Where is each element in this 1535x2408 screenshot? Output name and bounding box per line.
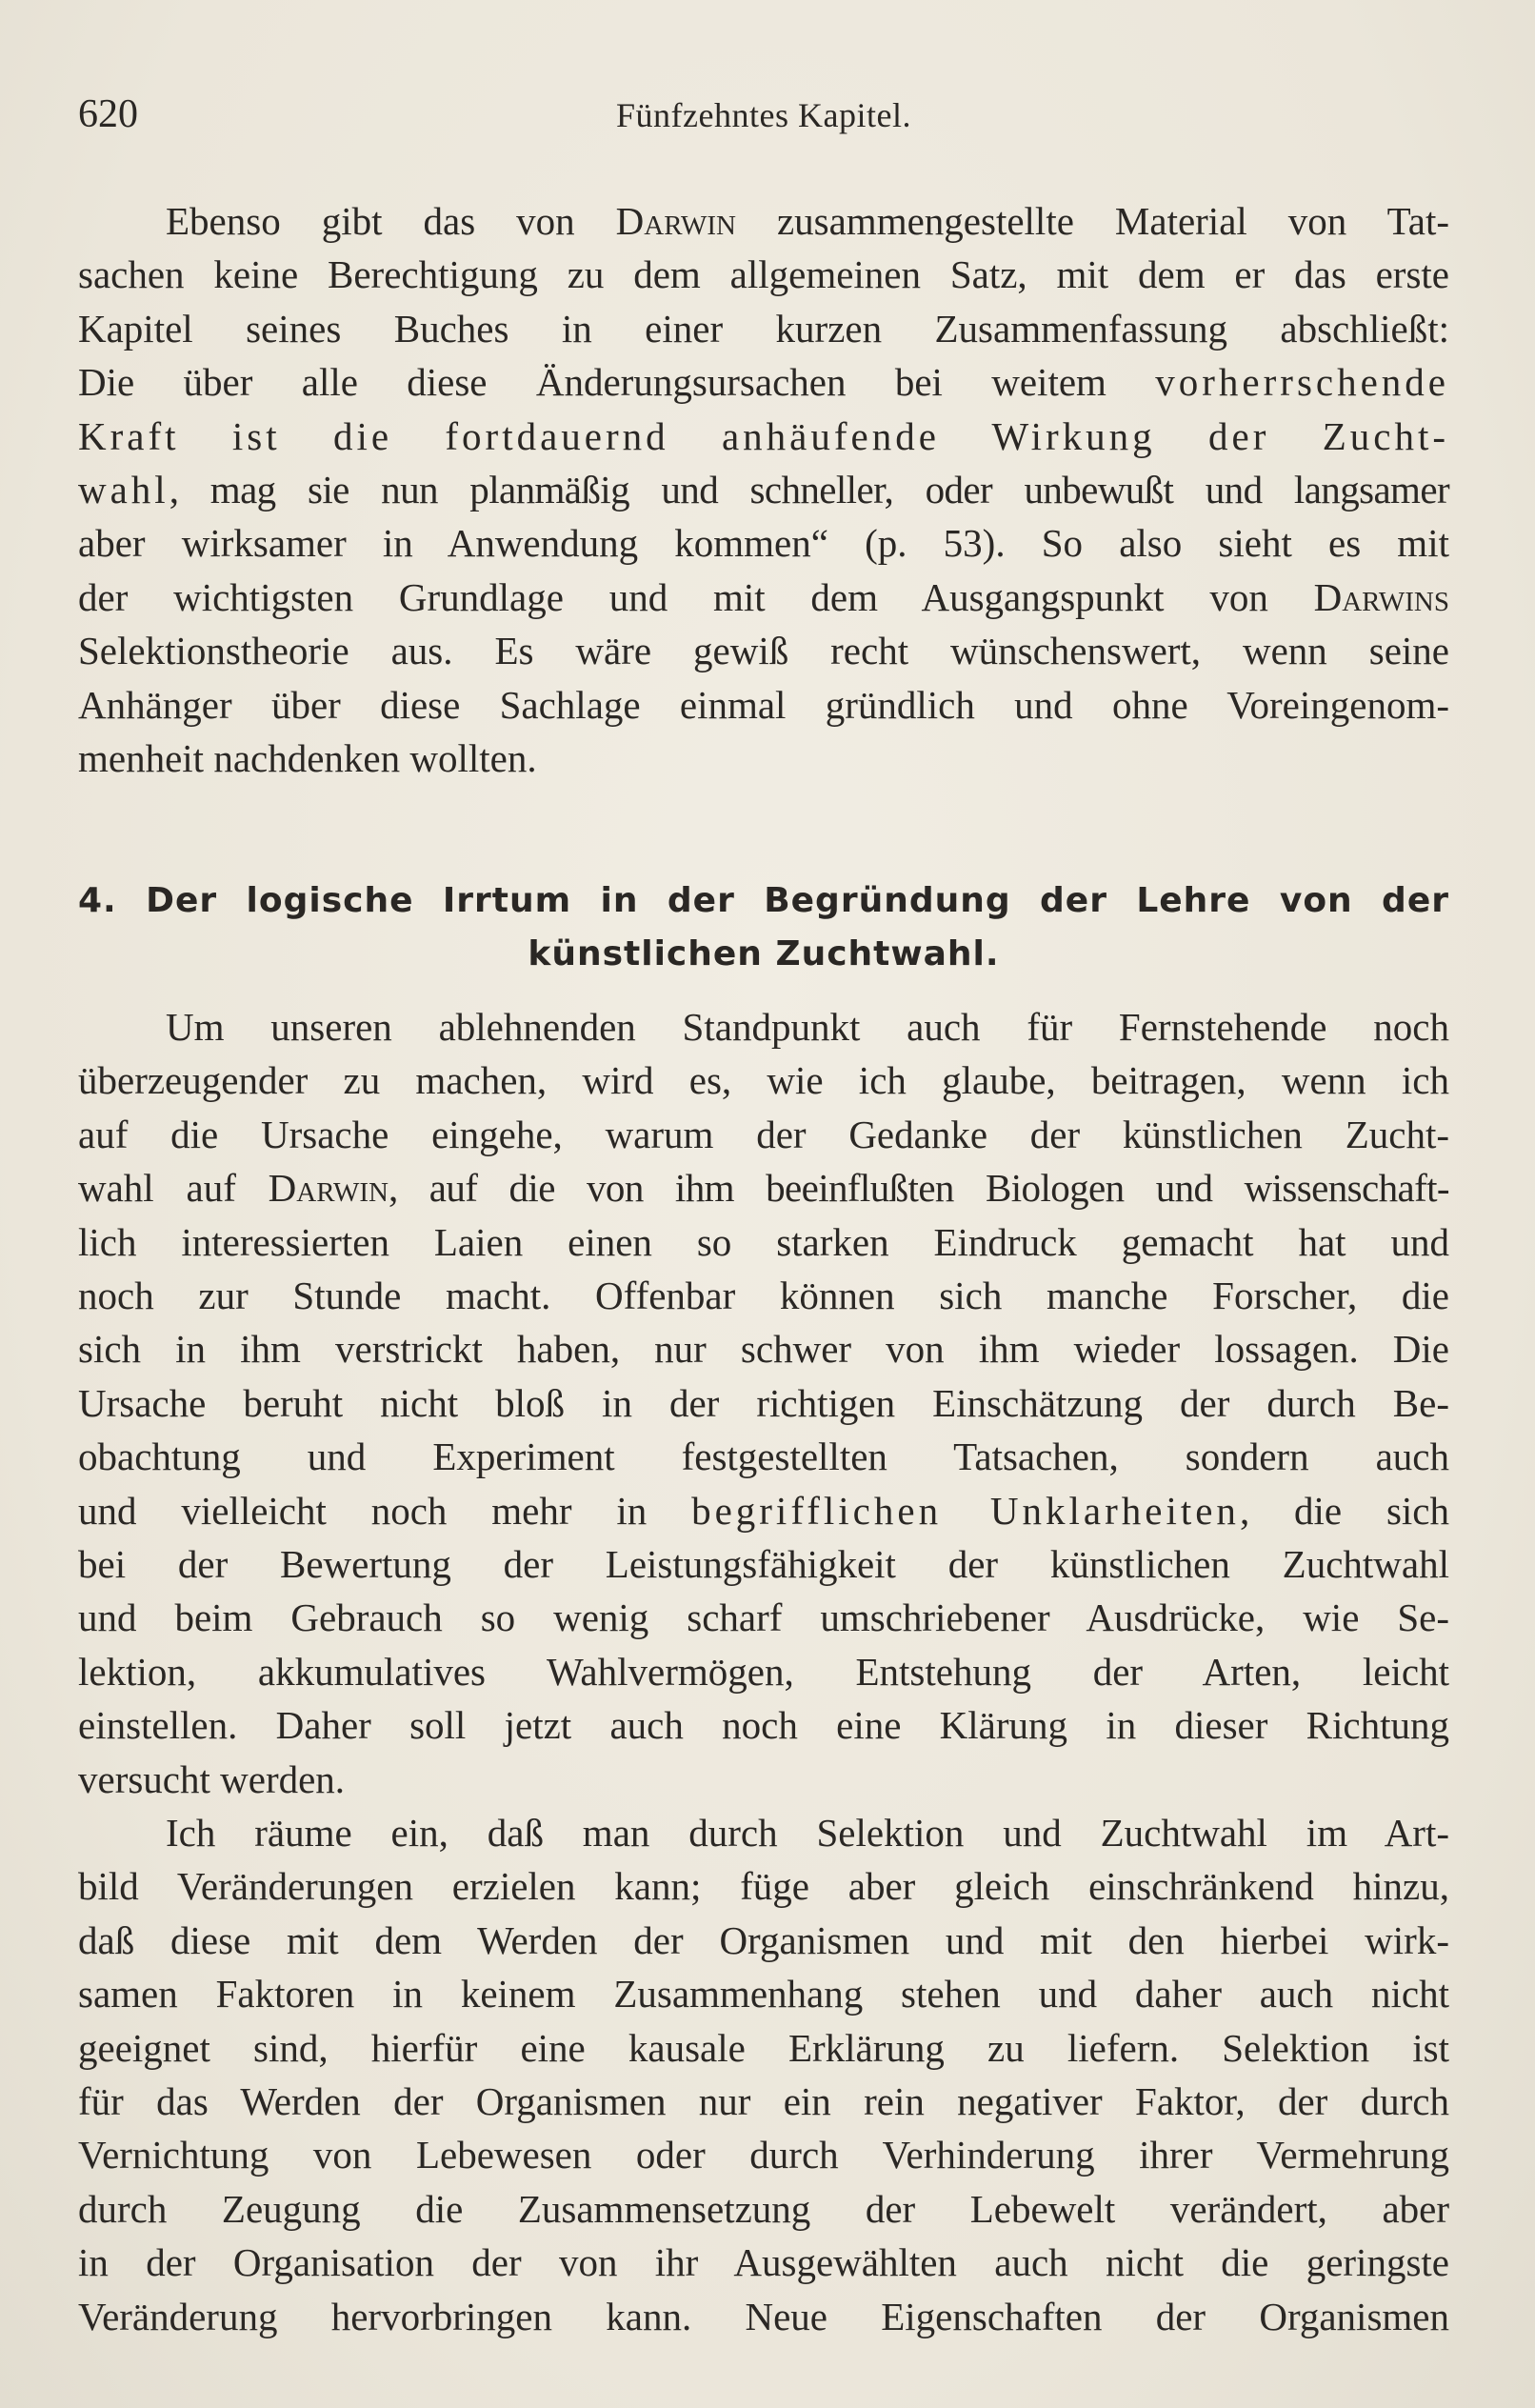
section-heading-line: 4. Der logische Irrtum in der Begründung der Lehre von der <box>78 881 1449 920</box>
text-line: Ursache beruht nicht bloß in der richtigen Einschätzung der durch Be- <box>78 1380 1449 1425</box>
text-line: durch Zeugung die Zusammensetzung der Lebewelt verändert, aber <box>78 2186 1449 2231</box>
text-line: und beim Gebrauch so wenig scharf umschriebener Ausdrücke, wie Se- <box>78 1595 1449 1640</box>
text-line: menheit nachdenken wollten. <box>78 736 537 781</box>
text-line: und vielleicht noch mehr in begrifflichen Unklarheiten, die sich <box>78 1488 1449 1533</box>
text-line: einstellen. Daher soll jetzt auch noch eine Klärung in dieser Richtung <box>78 1703 1449 1748</box>
text-line: aber wirksamer in Anwendung kommen“ (p. 53). So also sieht es mit <box>78 521 1449 566</box>
text-line: Veränderung hervorbringen kann. Neue Eigenschaften der Organismen <box>78 2294 1449 2338</box>
text-line: sachen keine Berechtigung zu dem allgemeinen Satz, mit dem er das erste <box>78 252 1449 297</box>
text-line: bei der Bewertung der Leistungsfähigkeit der künstlichen Zuchtwahl <box>78 1542 1449 1587</box>
text-line: auf die Ursache eingehe, warum der Gedanke der künstlichen Zucht- <box>78 1112 1449 1156</box>
text-line: Ich räume ein, daß man durch Selektion und Zuchtwahl im Art- <box>166 1811 1449 1855</box>
text-line: samen Faktoren in keinem Zusammenhang stehen und daher auch nicht <box>78 1972 1449 2017</box>
text-line: noch zur Stunde macht. Offenbar können sich manche Forscher, die <box>78 1274 1449 1318</box>
text-line: daß diese mit dem Werden der Organismen und mit den hierbei wirk- <box>78 1917 1449 1962</box>
section-heading <box>78 874 1449 981</box>
paragraph-1 <box>78 194 1449 785</box>
text-line: sich in ihm verstrickt haben, nur schwer von ihm wieder lossagen. Die <box>78 1327 1449 1372</box>
text-line: bild Veränderungen erzielen kann; füge aber gleich einschränkend hinzu, <box>78 1864 1449 1909</box>
page-number: 620 <box>78 92 138 136</box>
text-line: Kraft ist die fortdauernd anhäufende Wirkung der Zucht- <box>78 413 1449 458</box>
text-line: Kapitel seines Buches in einer kurzen Zusammenfassung abschließt: <box>78 306 1449 351</box>
section-heading-line: künstlichen Zuchtwahl. <box>528 934 1000 973</box>
text-line: für das Werden der Organismen nur ein rein negativer Faktor, der durch <box>78 2079 1449 2124</box>
text-line: wahl auf Darwin, auf die von ihm beeinflußten Biologen und wissenschaft- <box>78 1166 1449 1211</box>
text-line: lektion, akkumulatives Wahlvermögen, Entstehung der Arten, leicht <box>78 1649 1449 1694</box>
text-line: der wichtigsten Grundlage und mit dem Ausgangspunkt von Darwins <box>78 574 1449 619</box>
text-line: Um unseren ablehnenden Standpunkt auch für Fernstehende noch <box>166 1005 1449 1049</box>
text-line: Vernichtung von Lebewesen oder durch Verhinderung ihrer Vermehrung <box>78 2133 1449 2177</box>
text-line: überzeugender zu machen, wird es, wie ich glaube, beitragen, wenn ich <box>78 1058 1449 1103</box>
running-head: Fünfzehntes Kapitel. <box>616 96 911 134</box>
text-line: Die über alle diese Änderungsursachen bei weitem vorherrschende <box>78 360 1449 405</box>
text-line: Ebenso gibt das von Darwin zusammengestellte Material von Tat- <box>166 199 1449 243</box>
text-line: Selektionstheorie aus. Es wäre gewiß recht wünschenswert, wenn seine <box>78 629 1449 673</box>
paragraph-3 <box>78 1806 1449 2343</box>
page-header <box>78 91 1449 149</box>
text-line: lich interessierten Laien einen so starken Eindruck gemacht hat und <box>78 1219 1449 1264</box>
paragraph-2 <box>78 1000 1449 1806</box>
text-line: wahl, mag sie nun planmäßig und schneller, oder unbewußt und langsamer <box>78 468 1449 512</box>
text-line: versucht werden. <box>78 1756 346 1801</box>
text-line: Anhänger über diese Sachlage einmal gründlich und ohne Voreingenom- <box>78 682 1449 727</box>
text-line: obachtung und Experiment festgestellten Tatsachen, sondern auch <box>78 1435 1449 1479</box>
text-line: geeignet sind, hierfür eine kausale Erklärung zu liefern. Selektion ist <box>78 2025 1449 2070</box>
text-line: in der Organisation der von ihr Ausgewählten auch nicht die geringste <box>78 2240 1449 2285</box>
